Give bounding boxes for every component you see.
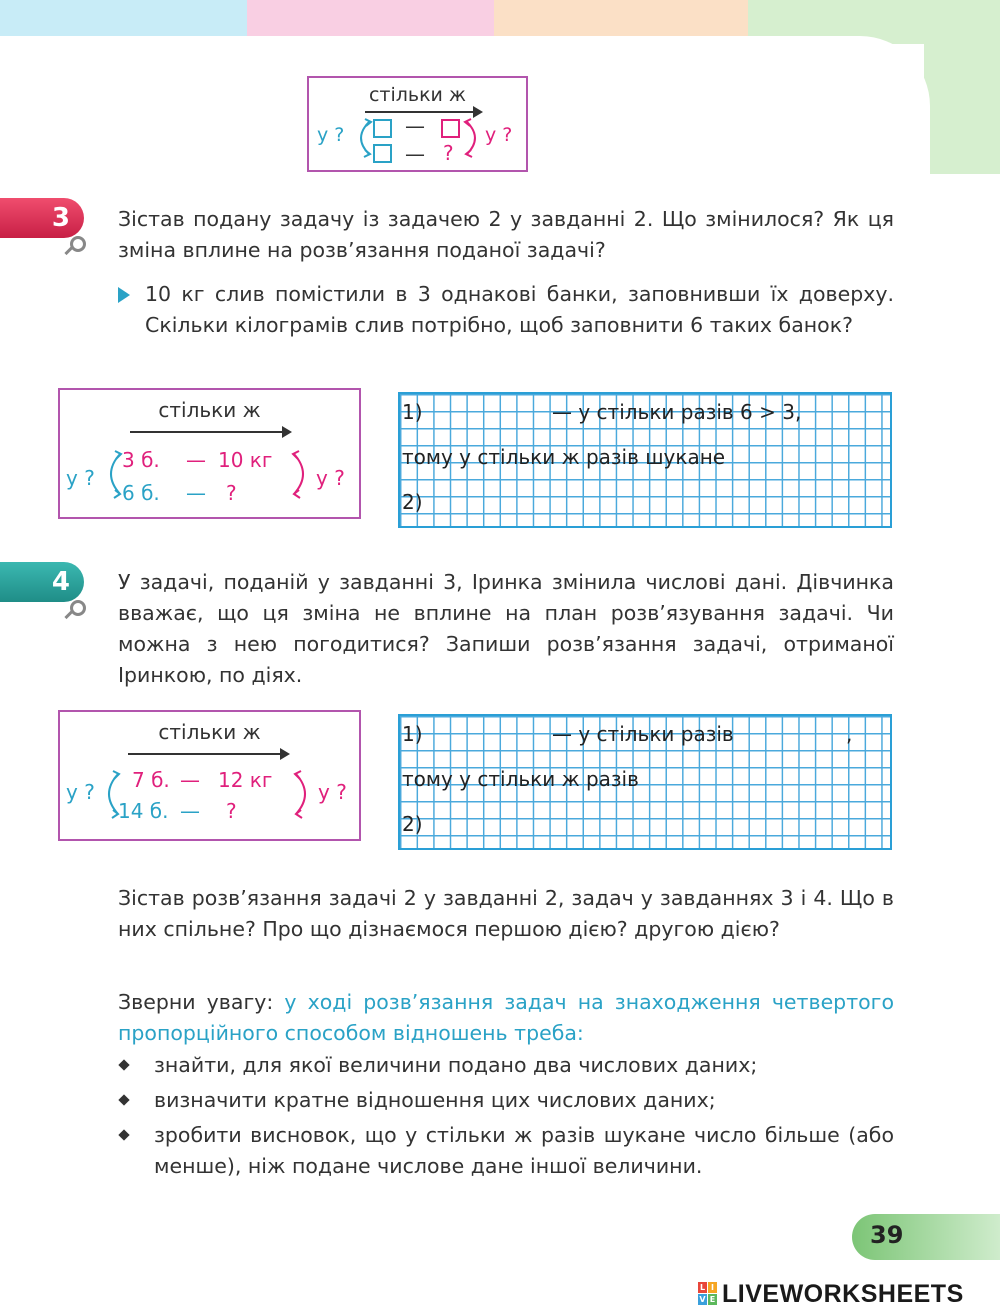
scheme-title: стільки ж [368, 84, 467, 106]
scheme-arrow [128, 753, 288, 755]
curved-arrow-icon [98, 448, 124, 500]
scheme-row2-left: 6 б. [122, 481, 160, 505]
diamond-bullet-icon [118, 1059, 129, 1070]
grid-line1-number: 1) [402, 400, 423, 424]
list-item-text: зробити висновок, що у стільки ж разів шукане число більше (або менше), ніж подане числове дане іншої величини. [154, 1123, 894, 1178]
scheme-row1-dash: — [180, 768, 200, 792]
scheme-title: стільки ж [158, 720, 261, 744]
curved-arrow-icon [463, 118, 487, 158]
scheme-title: стільки ж [158, 398, 261, 422]
list-item-text: знайти, для якої величини подано два числових даних; [154, 1053, 758, 1077]
liveworksheets-watermark: LIVEWORKSHEETS [722, 1280, 964, 1308]
blank-square [441, 119, 460, 138]
grid-line2-text: тому у стільки ж разів шукане [402, 445, 726, 469]
task-number-3: 3 [0, 198, 84, 238]
task4-scheme-box [58, 710, 361, 841]
scheme-right-question: у ? [485, 124, 513, 146]
grid-line1-number: 1) [402, 722, 423, 746]
liveworksheets-logo-icon: L I V E [699, 1283, 716, 1304]
scheme-unknown: ? [443, 141, 454, 165]
curved-arrow-icon [290, 448, 316, 500]
diamond-bullet-icon [118, 1094, 129, 1105]
scheme-dash: — [405, 142, 425, 166]
scheme-right-question: у ? [316, 466, 345, 490]
scheme-dash: — [405, 114, 425, 138]
attention-lead: Зверни увагу: [118, 990, 274, 1014]
task4-question: У задачі, поданій у завданні 3, Іринка змінила числові дані. Дівчинка вважає, що ця зміна не вплине на план розв’язування задачі. Чи можна з нею погодитися? Запиши розв’язання задачі, отриманої Іринкою, по діях. [118, 570, 894, 687]
compare-paragraph: Зістав розв’язання задачі 2 у завданні 2, задач у завданнях 3 і 4. Що в них спільне? Про що дізнаємося першою дією? другою дією? [118, 886, 894, 941]
blank-square [373, 144, 392, 163]
header-green-edge [924, 44, 1000, 174]
grid-line3-number: 2) [402, 812, 423, 836]
scheme-row1-right: 12 кг [218, 768, 273, 792]
scheme-row2-right: ? [226, 799, 237, 823]
magnifier-icon [70, 600, 86, 616]
curved-arrow-icon [96, 768, 122, 820]
grid-line2-text: тому у стільки ж разів [402, 767, 639, 791]
scheme-row2-left: 14 б. [118, 799, 169, 823]
scheme-right-question: у ? [318, 780, 347, 804]
scheme-row2-dash: — [186, 481, 206, 505]
curved-arrow-icon [349, 118, 373, 158]
top-scheme-box [307, 76, 528, 172]
scheme-row1-left: 3 б. [122, 448, 160, 472]
scheme-row2-dash: — [180, 799, 200, 823]
scheme-left-question: у ? [317, 124, 345, 146]
grid-line1-comma: , [846, 722, 853, 746]
task3-answer-grid[interactable] [398, 392, 892, 528]
task4-answer-grid[interactable] [398, 714, 892, 850]
grid-line1-text: — у стільки разів 6 > 3, [552, 400, 802, 424]
scheme-row1-right: 10 кг [218, 448, 273, 472]
grid-line3-number: 2) [402, 490, 423, 514]
scheme-row2-right: ? [226, 481, 237, 505]
task3-question: Зістав подану задачу із задачею 2 у завданні 2. Що змінилося? Як ця зміна вплине на розв’язання поданої задачі? [118, 207, 894, 262]
list-item-text: визначити кратне відношення цих числових даних; [154, 1088, 716, 1112]
grid-line1-text: — у стільки разів [552, 722, 734, 746]
curved-arrow-icon [292, 768, 318, 820]
page-number: 39 [870, 1221, 904, 1249]
diamond-bullet-icon [118, 1129, 129, 1140]
triangle-bullet-icon [118, 287, 130, 303]
scheme-row1-dash: — [186, 448, 206, 472]
scheme-left-question: у ? [66, 780, 95, 804]
attention-paragraph [118, 987, 894, 1049]
scheme-arrow [130, 431, 290, 433]
attention-highlight: у ході розв’язання задач на знаходження четвертого пропорційного способом відношень треба: [118, 990, 894, 1045]
blank-square [373, 119, 392, 138]
task-number-4: 4 [0, 562, 84, 602]
task3-scheme-box [58, 388, 361, 519]
task3-problem: 10 кг слив помістили в 3 однакові банки, заповнивши їх доверху. Скільки кілограмів слив потрібно, щоб заповнити 6 таких банок? [145, 282, 894, 337]
magnifier-icon [70, 236, 86, 252]
scheme-row1-left: 7 б. [132, 768, 170, 792]
scheme-left-question: у ? [66, 466, 95, 490]
scheme-arrow [365, 111, 481, 113]
